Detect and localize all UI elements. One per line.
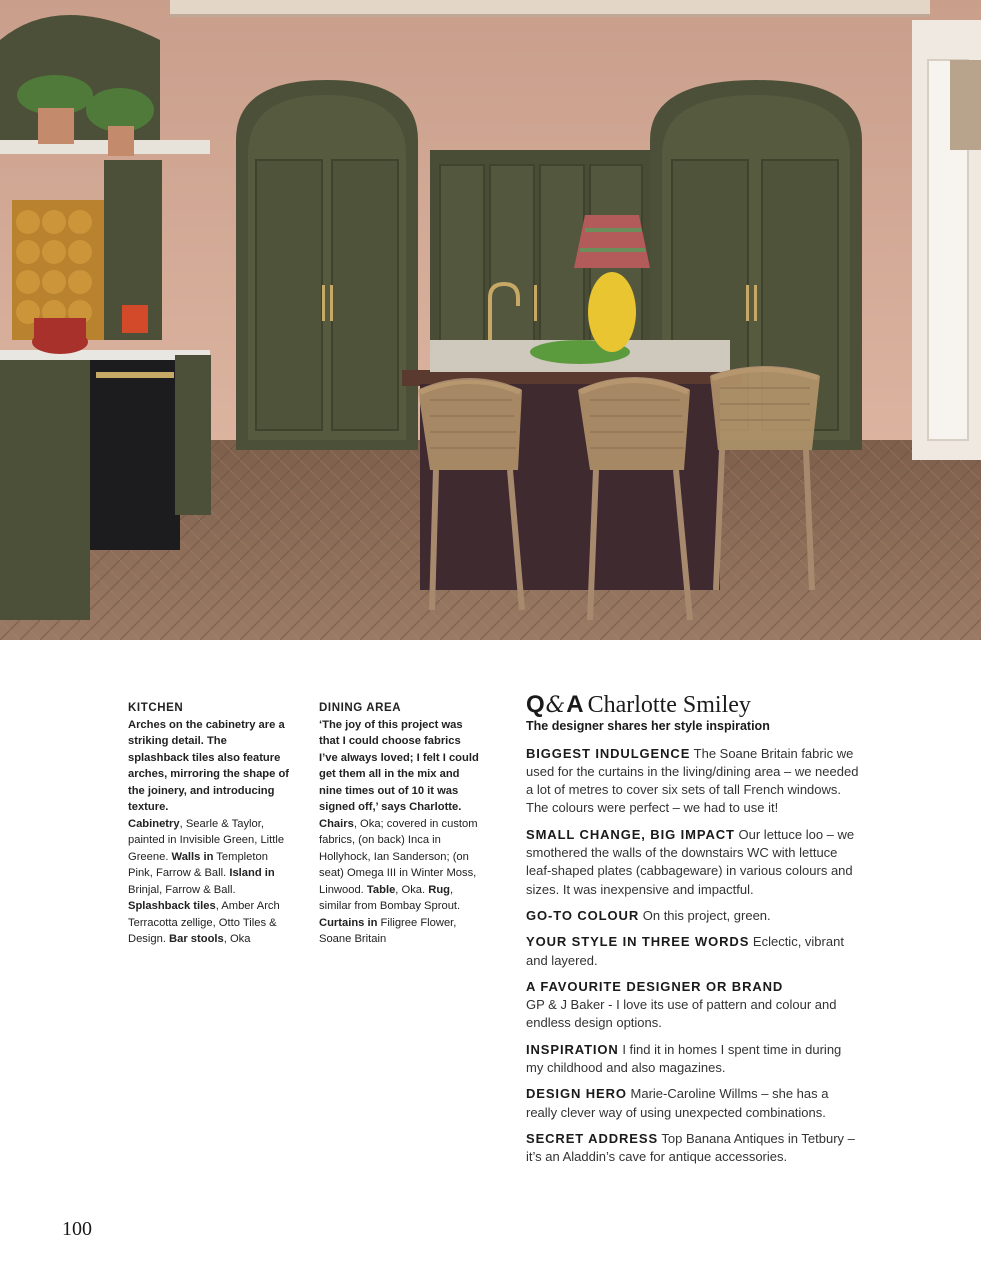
qa-label: A FAVOURITE DESIGNER OR BRAND	[526, 978, 784, 994]
qa-answer: The Soane Britain fabric we used for the curtains in the living/dining area – we needed a lot of metres to cover six sets of tall French windows. The colours were perfect – we had to use it!	[526, 745, 859, 816]
credit-label: Chairs	[319, 817, 354, 830]
qa-title	[526, 691, 862, 718]
credit-label: Rug	[428, 883, 450, 896]
qa-label: DESIGN HERO	[526, 1086, 627, 1102]
qa-answer: On this project, green.	[639, 907, 771, 923]
qa-answer: Eclectic, vibrant and layered.	[526, 934, 844, 968]
qa-answer: Top Banana Antiques in Tetbury – it’s an Aladdin’s cave for antique accessories.	[526, 1130, 855, 1165]
credit-text: , Oka	[223, 933, 251, 945]
dining-heading: DINING AREA	[319, 702, 402, 714]
qa-subtitle: The designer shares her style inspiration	[526, 719, 770, 734]
dining-credits	[319, 818, 478, 946]
credit-label: Splashback tiles	[128, 900, 216, 912]
qa-item	[526, 978, 862, 1033]
credit-label: Curtains in	[319, 916, 378, 929]
page-number: 100	[62, 1218, 92, 1240]
kitchen-credits	[128, 818, 284, 946]
qa-item	[526, 907, 862, 925]
qa-label: GO-TO COLOUR	[526, 907, 640, 923]
qa-answer: I find it in homes I spent time in during my childhood and also magazines.	[526, 1041, 842, 1076]
qa-label: BIGGEST INDULGENCE	[526, 745, 691, 761]
credit-text: Brinjal, Farrow & Ball.	[128, 883, 236, 896]
credit-text: , similar from Bombay Sprout.	[319, 883, 461, 912]
credit-label: Bar stools	[169, 933, 224, 945]
qa-label: YOUR STYLE IN THREE WORDS	[526, 934, 750, 950]
qa-q: Q	[526, 691, 545, 718]
credit-label: Island in	[229, 867, 275, 879]
credit-text: , Oka.	[395, 883, 429, 896]
designer-name: Charlotte Smiley	[587, 692, 751, 718]
qa-item	[526, 1130, 862, 1167]
kitchen-lead: Arches on the cabinetry are a striking detail. The splashback tiles also feature arches, mirroring the shape of the joinery, and introducing texture.	[128, 718, 290, 813]
credit-label: Table	[366, 883, 396, 896]
kitchen-heading: KITCHEN	[128, 702, 184, 714]
qa-item	[526, 745, 862, 818]
qa-item	[526, 1085, 862, 1122]
credit-text: , Amber Arch Terracotta zellige, Otto Tiles & Design.	[128, 900, 280, 945]
qa-answer: Our lettuce loo – we smothered the walls of the downstairs WC with lettuce leaf-shaped plates (cabbageware) in various colours and sizes. It was inexpensive and impactful.	[526, 826, 855, 897]
credit-text: Filigree Flower, Soane Britain	[319, 916, 457, 945]
qa-a: A	[566, 691, 584, 718]
qa-label: SECRET ADDRESS	[526, 1130, 659, 1146]
credit-text: , Oka; covered in custom fabrics, (on back) Inca in Hollyhock, Ian Sanderson; (on seat) Omega III in Winter Moss, Linwood.	[319, 817, 478, 896]
kitchen-caption	[128, 700, 290, 948]
credit-label: Cabinetry	[128, 817, 180, 830]
qa-answer: Marie-Caroline Willms – she has a really clever way of using unexpected combinations.	[526, 1086, 829, 1120]
qa-item	[526, 826, 862, 899]
qa-ampersand: &	[545, 693, 566, 718]
qa-item	[526, 933, 862, 970]
qa-answer: GP & J Baker - I love its use of pattern and colour and endless design options.	[526, 997, 837, 1031]
qa-panel	[526, 691, 862, 1175]
credit-label: Walls in	[171, 850, 214, 863]
credit-text: , Searle & Taylor, painted in Invisible Green, Little Greene.	[128, 817, 285, 863]
qa-label: SMALL CHANGE, BIG IMPACT	[526, 826, 735, 842]
qa-label: INSPIRATION	[526, 1041, 619, 1057]
dining-caption	[319, 700, 481, 948]
credit-text: Templeton Pink, Farrow & Ball.	[128, 850, 268, 879]
dining-lead: ‘The joy of this project was that I could choose fabrics I’ve always loved; I felt I could get them all in the mix and nine times out of 10 it was signed off,’ says Charlotte.	[319, 718, 479, 813]
qa-item	[526, 1041, 862, 1078]
